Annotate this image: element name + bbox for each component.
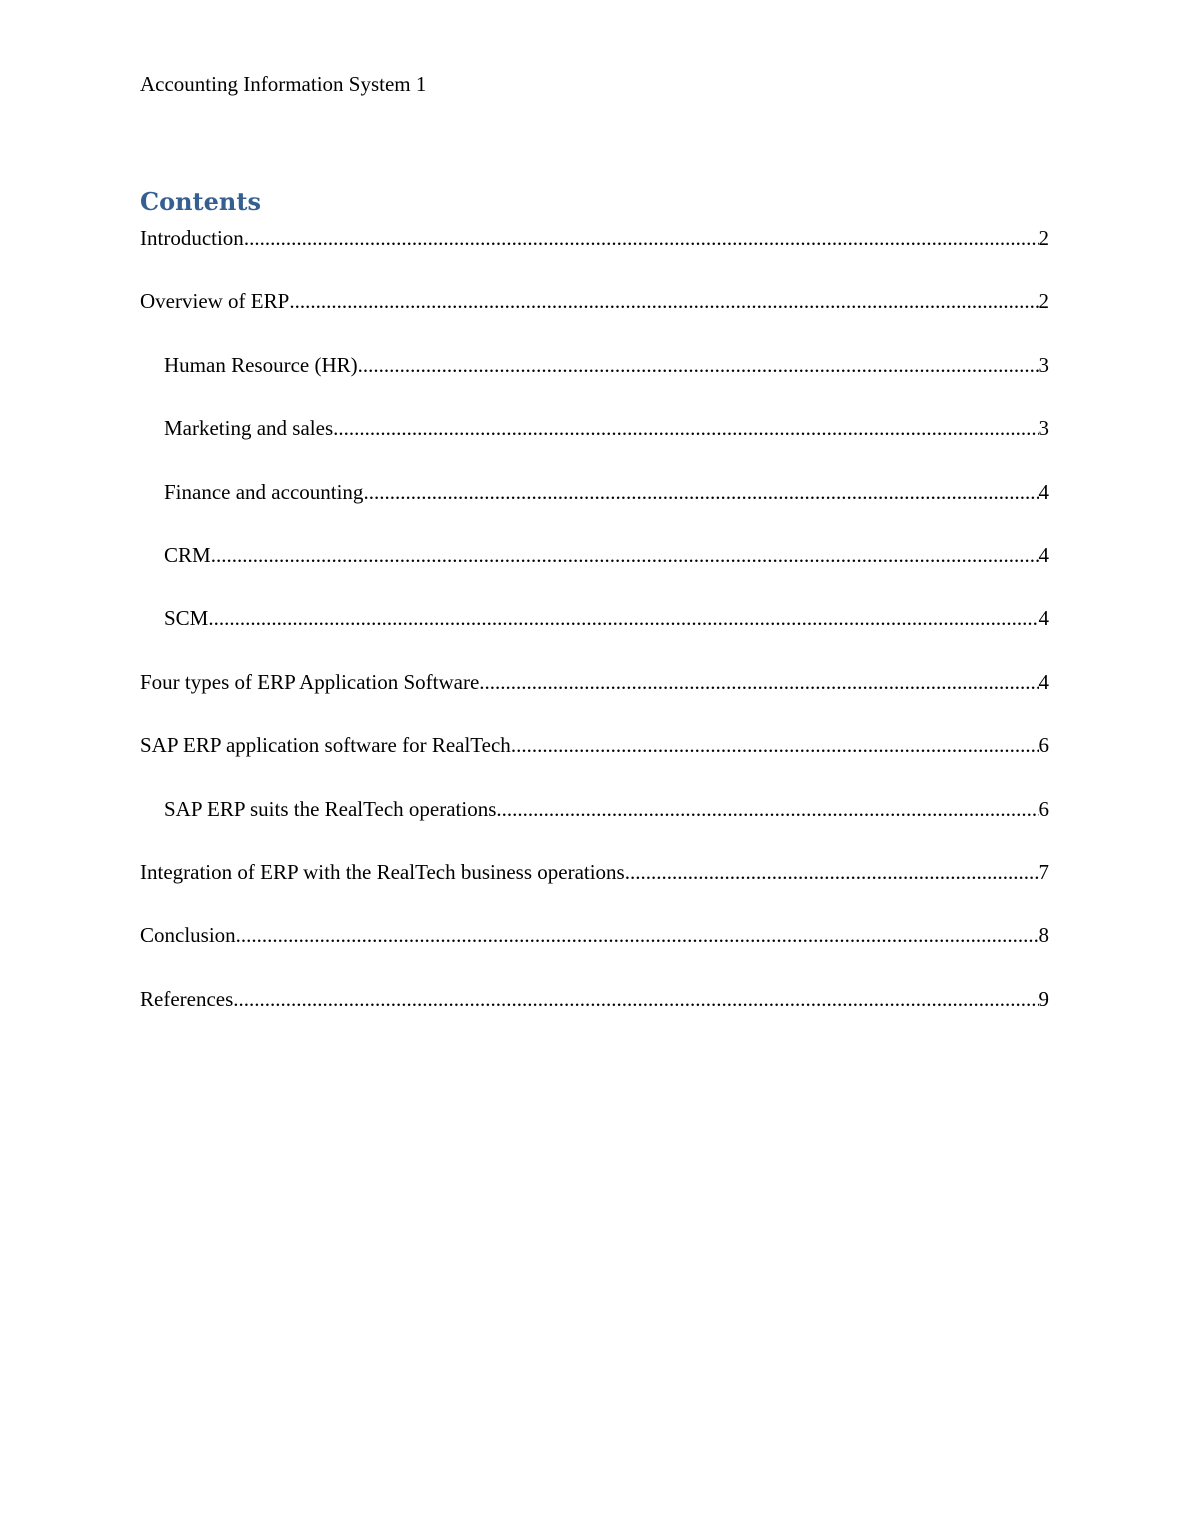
- toc-entry-title: Human Resource (HR): [164, 352, 358, 377]
- toc-entry-human-resource[interactable]: [140, 351, 1049, 414]
- toc-dot-leader: [244, 224, 1039, 252]
- toc-entry-marketing-and-sales[interactable]: [140, 414, 1049, 477]
- toc-page-number: 9: [1038, 986, 1049, 1011]
- toc-page-number: 4: [1038, 669, 1049, 694]
- toc-entry-title: Marketing and sales: [164, 416, 334, 441]
- toc-dot-leader: [496, 795, 1038, 823]
- toc-page-number: 6: [1038, 733, 1049, 758]
- running-header: Accounting Information System 1: [140, 72, 427, 96]
- table-of-contents: [140, 224, 1049, 1048]
- toc-dot-leader: [363, 478, 1038, 506]
- toc-page-number: 2: [1038, 289, 1049, 314]
- toc-dot-leader: [211, 541, 1039, 569]
- toc-entry-crm[interactable]: [140, 541, 1049, 604]
- toc-page-number: 4: [1038, 479, 1049, 504]
- toc-entry-title: Conclusion: [140, 923, 236, 948]
- toc-entry-title: Overview of ERP: [140, 289, 290, 314]
- toc-entry-conclusion[interactable]: [140, 921, 1049, 984]
- toc-dot-leader: [289, 287, 1038, 315]
- toc-dot-leader: [511, 731, 1039, 759]
- toc-dot-leader: [208, 604, 1038, 632]
- toc-entry-overview-of-erp[interactable]: [140, 287, 1049, 350]
- toc-dot-leader: [479, 668, 1038, 696]
- toc-dot-leader: [233, 985, 1038, 1013]
- toc-dot-leader: [625, 858, 1039, 886]
- toc-dot-leader: [236, 921, 1039, 949]
- toc-entry-title: CRM: [164, 542, 211, 567]
- toc-entry-references[interactable]: [140, 985, 1049, 1048]
- toc-heading: Contents: [140, 187, 261, 216]
- toc-entry-title: SAP ERP suits the RealTech operations: [164, 796, 497, 821]
- toc-page-number: 4: [1038, 542, 1049, 567]
- toc-entry-title: SAP ERP application software for RealTech: [140, 733, 511, 758]
- toc-page-number: 7: [1038, 859, 1049, 884]
- toc-page-number: 2: [1038, 226, 1049, 250]
- toc-page-number: 3: [1038, 416, 1049, 441]
- toc-entry-title: Finance and accounting: [164, 479, 364, 504]
- toc-entry-sap-erp-suits-realtech[interactable]: [140, 795, 1049, 858]
- toc-entry-scm[interactable]: [140, 604, 1049, 667]
- toc-page-number: 3: [1038, 352, 1049, 377]
- toc-entry-sap-erp-for-realtech[interactable]: [140, 731, 1049, 794]
- toc-entry-title: Introduction: [140, 226, 244, 250]
- toc-entry-title: References: [140, 986, 234, 1011]
- toc-entry-integration-of-erp[interactable]: [140, 858, 1049, 921]
- toc-dot-leader: [333, 414, 1038, 442]
- toc-entry-title: Four types of ERP Application Software: [140, 669, 480, 694]
- toc-page-number: 4: [1038, 606, 1049, 631]
- toc-dot-leader: [358, 351, 1039, 379]
- toc-entry-title: SCM: [164, 606, 209, 631]
- toc-page-number: 8: [1038, 923, 1049, 948]
- toc-entry-finance-and-accounting[interactable]: [140, 478, 1049, 541]
- toc-entry-title: Integration of ERP with the RealTech business operations: [140, 859, 625, 884]
- toc-entry-four-types-of-erp[interactable]: [140, 668, 1049, 731]
- toc-page-number: 6: [1038, 796, 1049, 821]
- toc-entry-introduction[interactable]: [140, 224, 1049, 287]
